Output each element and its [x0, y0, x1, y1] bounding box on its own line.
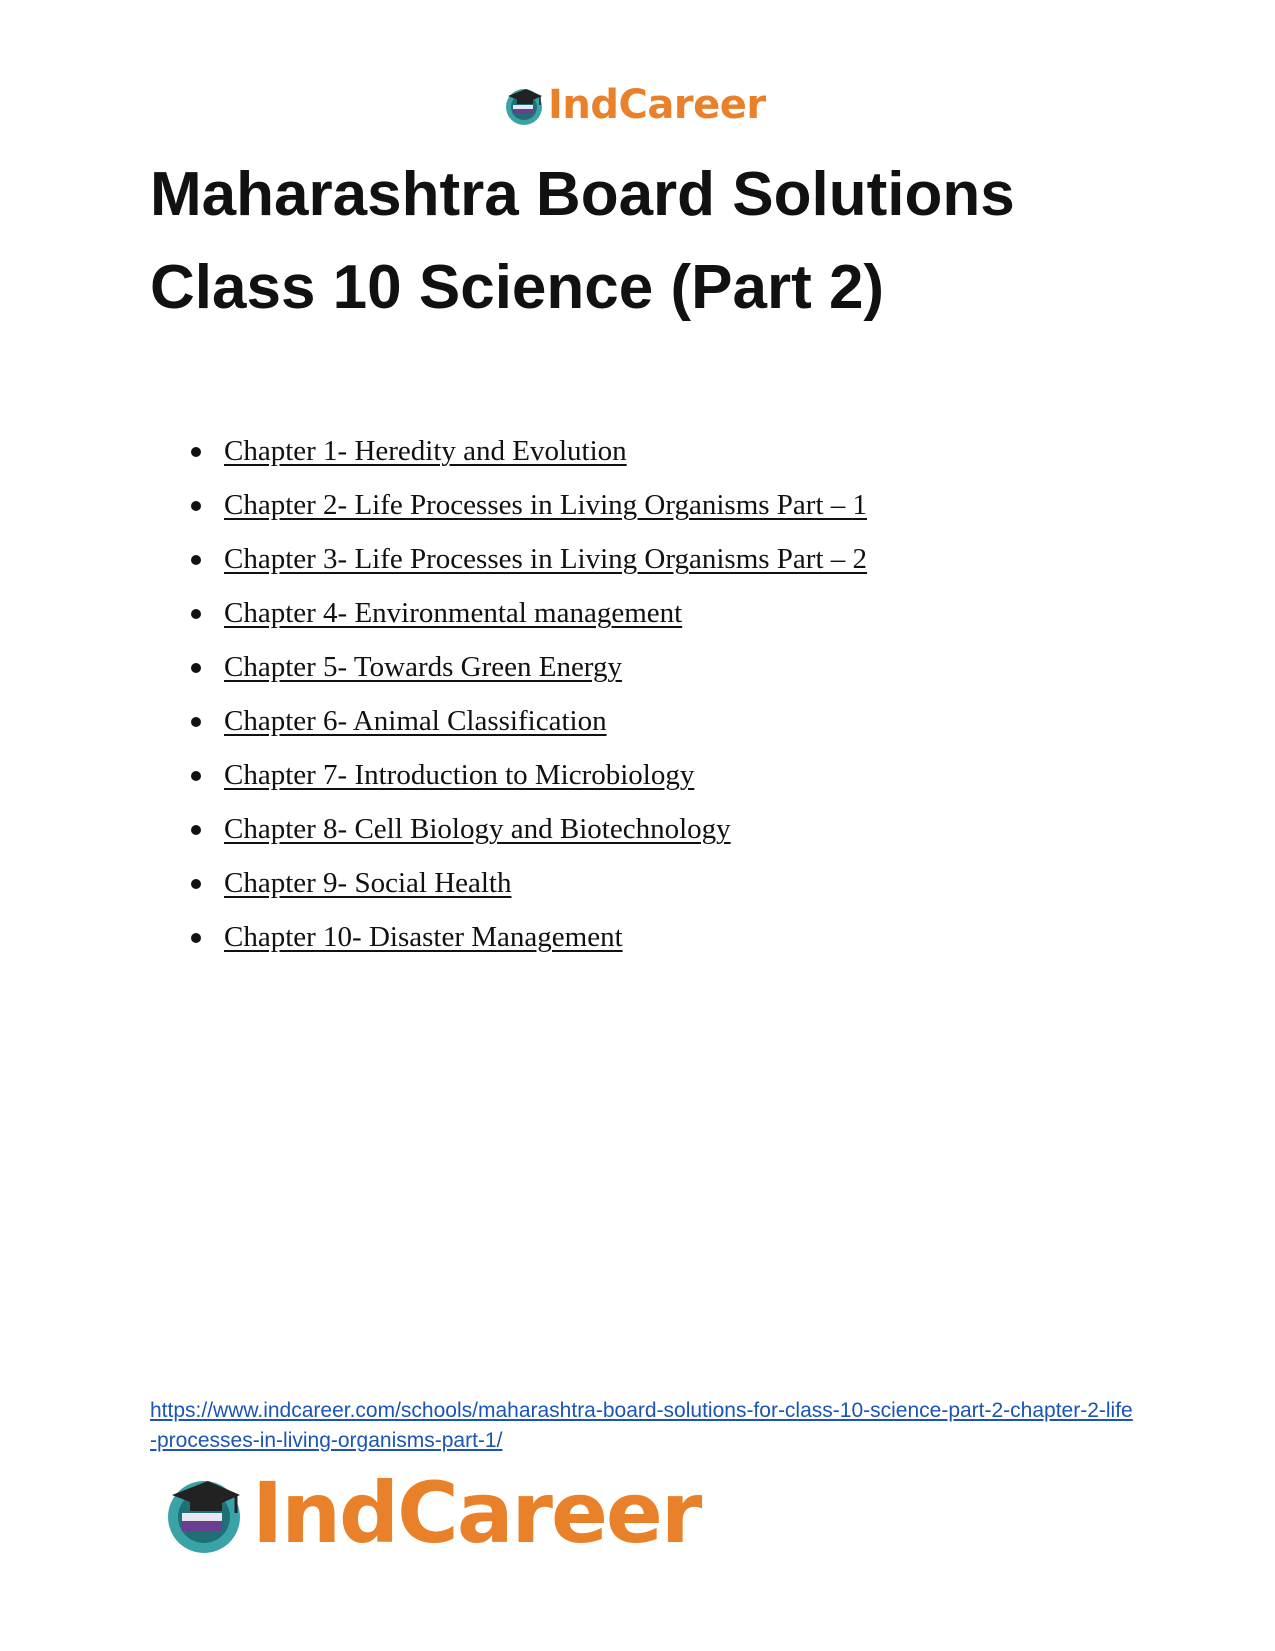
bullet-icon	[191, 771, 201, 781]
list-item	[150, 424, 867, 478]
list-item	[150, 586, 867, 640]
bullet-icon	[191, 663, 201, 673]
chapter-2-link[interactable]: Chapter 2- Life Processes in Living Organisms Part – 1	[224, 489, 867, 521]
chapter-1-link[interactable]: Chapter 1- Heredity and Evolution	[224, 435, 627, 467]
bullet-icon	[191, 501, 201, 511]
chapter-8-link[interactable]: Chapter 8- Cell Biology and Biotechnology	[224, 813, 731, 845]
chapter-5-link[interactable]: Chapter 5- Towards Green Energy	[224, 651, 622, 683]
chapter-list	[150, 424, 867, 964]
chapter-6-link[interactable]: Chapter 6- Animal Classification	[224, 705, 607, 737]
list-item	[150, 640, 867, 694]
bullet-icon	[191, 447, 201, 457]
bullet-icon	[191, 717, 201, 727]
page-title-line-2: Class 10 Science (Part 2)	[150, 253, 885, 322]
bullet-icon	[191, 933, 201, 943]
header-logo-text: IndCareer	[548, 82, 766, 128]
bullet-icon	[191, 609, 201, 619]
list-item	[150, 478, 867, 532]
page-title	[150, 148, 1150, 334]
list-item	[150, 694, 867, 748]
footer-logo	[160, 1464, 701, 1562]
header-logo	[502, 80, 766, 130]
chapter-10-link[interactable]: Chapter 10- Disaster Management	[224, 921, 623, 953]
page-title-line-1: Maharashtra Board Solutions	[150, 160, 1015, 229]
graduation-cap-globe-icon	[160, 1469, 248, 1557]
list-item	[150, 532, 867, 586]
footer-logo-text: IndCareer	[252, 1464, 701, 1562]
list-item	[150, 910, 867, 964]
bullet-icon	[191, 555, 201, 565]
chapter-9-link[interactable]: Chapter 9- Social Health	[224, 867, 512, 899]
chapter-7-link[interactable]: Chapter 7- Introduction to Microbiology	[224, 759, 695, 791]
chapter-4-link[interactable]: Chapter 4- Environmental management	[224, 597, 683, 629]
source-url-link[interactable]: https://www.indcareer.com/schools/maharashtra-board-solutions-for-class-10-science-part-2-chapter-2-life-processes-in-living-organisms-part-1/	[150, 1399, 1133, 1452]
list-item	[150, 856, 867, 910]
bullet-icon	[191, 879, 201, 889]
list-item	[150, 748, 867, 802]
chapter-3-link[interactable]: Chapter 3- Life Processes in Living Organisms Part – 2	[224, 543, 867, 575]
list-item	[150, 802, 867, 856]
graduation-cap-globe-icon	[502, 83, 546, 127]
bullet-icon	[191, 825, 201, 835]
